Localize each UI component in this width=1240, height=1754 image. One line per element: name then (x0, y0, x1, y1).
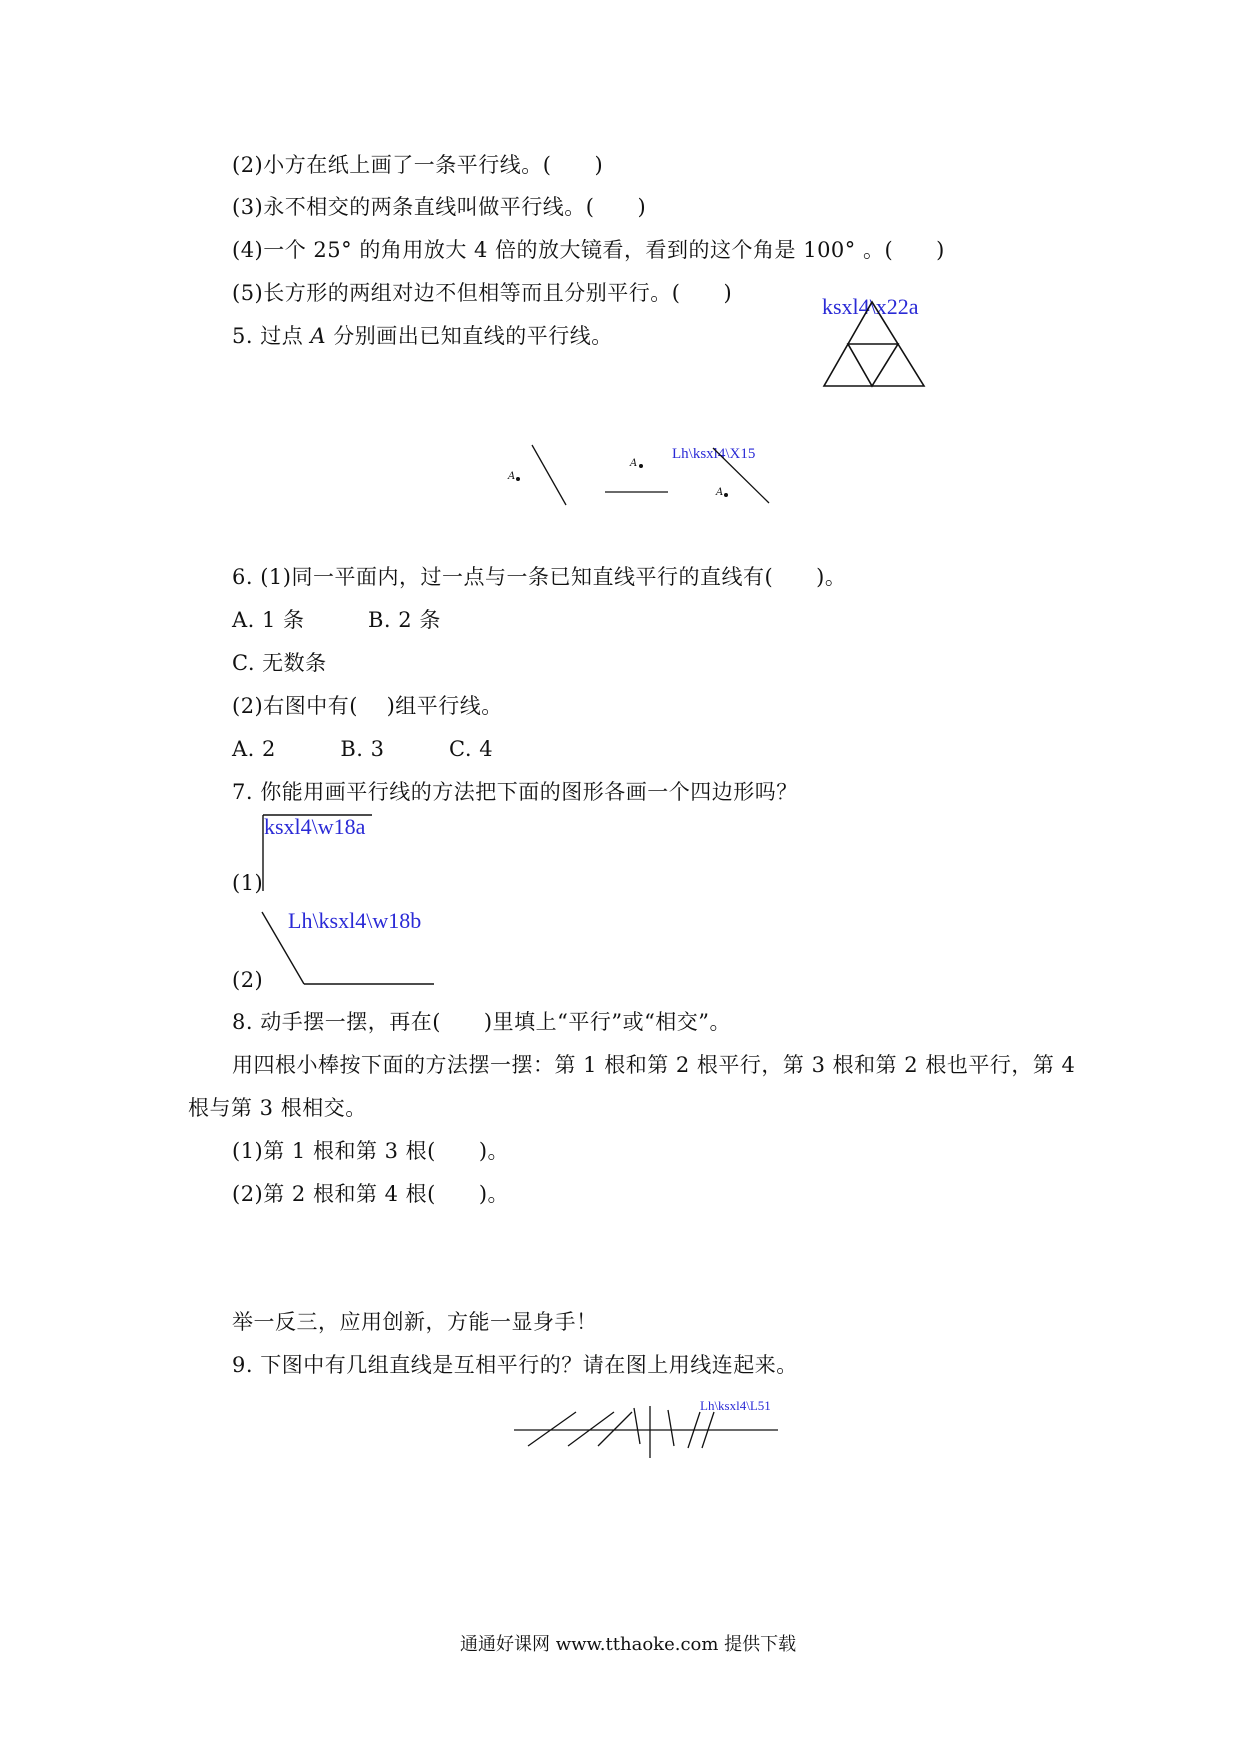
near-vertical-line-2 (668, 1410, 674, 1446)
q5-lines-label: Lh\ksxl4\X15 (672, 446, 756, 462)
q6-stem: 6. (1)同一平面内，过一点与一条已知直线平行的直线有( )。 (232, 565, 847, 589)
q5-point-label: A (310, 324, 327, 348)
q8-stem: 8. 动手摆一摆，再在( )里填上“平行”或“相交”。 (232, 1010, 732, 1034)
section-heading: 举一反三，应用创新，方能一显身手！ (232, 1310, 598, 1334)
point-a-2 (639, 464, 643, 468)
q7-figure-1 (260, 813, 380, 893)
slant-line-2 (568, 1412, 614, 1446)
q8-paragraph-line-2: 根与第 3 根相交。 (188, 1096, 367, 1120)
page-footer: 通通好课网 www.tthaoke.com 提供下载 (460, 1634, 797, 1655)
q7-figure-2-label: Lh\ksxl4\w18b (288, 908, 422, 933)
triangle-figure (820, 300, 932, 392)
line-1 (532, 445, 566, 505)
q7-figure-1-number: (1) (232, 871, 264, 895)
point-a-3 (724, 493, 728, 497)
q5-stem-suffix: 分别画出已知直线的平行线。 (326, 324, 613, 348)
q5-figure-label: ksxl4\x22a (822, 294, 919, 319)
q9-figure-label: Lh\ksxl4\L51 (700, 1398, 771, 1413)
q5-stem (232, 321, 613, 351)
q8-paragraph-line-1: 用四根小棒按下面的方法摆一摆：第 1 根和第 2 根平行，第 3 根和第 2 根也平行，第 4 (232, 1053, 1076, 1077)
q5-stem-prefix: 5. 过点 (232, 324, 311, 348)
q6-option-b: B. 2 条 (368, 608, 441, 632)
q6-option-c: C. 无数条 (232, 651, 327, 675)
slant-line-3 (598, 1412, 632, 1446)
q6-option-a: A. 1 条 (232, 608, 305, 632)
slant-line-1 (528, 1412, 576, 1446)
q4-item-2: (2)小方在纸上画了一条平行线。( ) (232, 153, 604, 177)
near-vertical-line-1 (634, 1408, 640, 1444)
point-a-label-2: A (630, 458, 638, 469)
q4-item-3: (3)永不相交的两条直线叫做平行线。( ) (232, 195, 647, 219)
q9-lines-figure (510, 1400, 780, 1460)
q7-figure-1-label: ksxl4\w18a (264, 814, 366, 839)
q4-item-4: (4)一个 25° 的角用放大 4 倍的放大镜看，看到的这个角是 100° 。( ) (232, 238, 945, 262)
q7-figure-2 (258, 910, 438, 990)
q6-options-2: A. 2 B. 3 C. 4 (232, 737, 494, 761)
figure-2-slant-line (262, 912, 304, 984)
q9-stem: 9. 下图中有几组直线是互相平行的？请在图上用线连起来。 (232, 1353, 798, 1377)
q7-figure-2-number: (2) (232, 968, 264, 992)
inner-triangle (848, 344, 898, 386)
q6-stem-2: (2)右图中有( )组平行线。 (232, 694, 503, 718)
parallel-lines-figure (500, 440, 790, 510)
q8-item-1: (1)第 1 根和第 3 根( )。 (232, 1139, 510, 1163)
q8-item-2: (2)第 2 根和第 4 根( )。 (232, 1182, 510, 1206)
point-a-label-3: A (716, 487, 724, 498)
q4-item-5: (5)长方形的两组对边不但相等而且分别平行。( ) (232, 281, 733, 305)
point-a-1 (516, 477, 520, 481)
point-a-label-1: A (508, 471, 516, 482)
q7-stem: 7. 你能用画平行线的方法把下面的图形各画一个四边形吗？ (232, 780, 798, 804)
